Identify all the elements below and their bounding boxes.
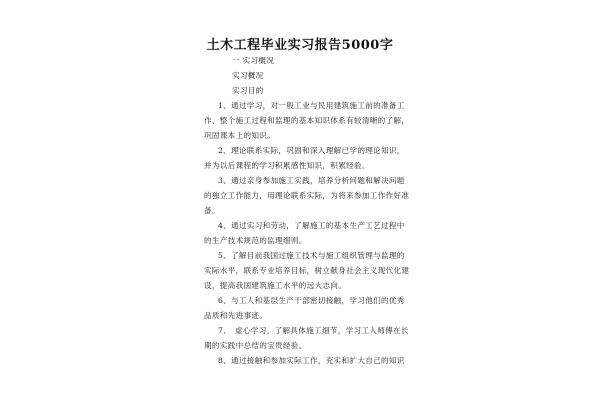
paragraph-line: 设，提高我国建筑施工水平的远大志向。 — [204, 281, 347, 290]
paragraph-line: 1、通过学习，对一般工业与民用建筑施工前的准备工 — [218, 101, 405, 110]
paragraph-line: 3、通过亲身参加施工实践，培养分析问题和解决问题 — [218, 176, 405, 185]
subsection-heading: 实习概况 — [232, 71, 264, 80]
section-heading: 一 实习概况 — [232, 56, 275, 65]
paragraph-line: 品质和先进事迹。 — [204, 311, 268, 320]
paragraph-line: 7、 虚心学习，了解具体施工细节，学习工人师傅在长 — [218, 326, 409, 335]
paragraph-line: 并为以后课程的学习积累感性知识，积累经验。 — [204, 161, 370, 170]
document-title: 土木工程毕业实习报告5000字 — [206, 38, 394, 53]
subsection-heading: 实习目的 — [232, 86, 264, 95]
paragraph-line: 2、理论联系实际，巩固和深入理解已学的理论知识， — [218, 146, 405, 155]
paragraph-line: 8、通过接触和参加实际工作，充实和扩大自己的知识 — [218, 356, 405, 365]
paragraph-line: 作、整个施工过程和监理的基本知识体系有较清晰的了解， — [204, 116, 410, 125]
paragraph-line: 4、通过实习和劳动，了解施工的基本生产工艺过程中 — [218, 221, 405, 230]
paragraph-line: 期的实践中总结的宝贵经验。 — [204, 341, 307, 350]
paragraph-line: 6、与工人和基层生产干部密切接触，学习他们的优秀 — [218, 296, 405, 305]
paragraph-line: 的独立工作能力，用理论联系实际，为将来参加工作作好准 — [204, 191, 410, 200]
paragraph-line: 备。 — [204, 206, 220, 215]
paragraph-line: 巩固课本上的知识。 — [204, 131, 276, 140]
paragraph-line: 的生产技术规范的监理细则。 — [204, 236, 307, 245]
paragraph-line: 实际水平，联系专业培养目标，树立献身社会主义现代化建 — [204, 266, 410, 275]
paragraph-line: 5、了解目前我国过施工技术与施工组织管理与监理的 — [218, 251, 405, 260]
